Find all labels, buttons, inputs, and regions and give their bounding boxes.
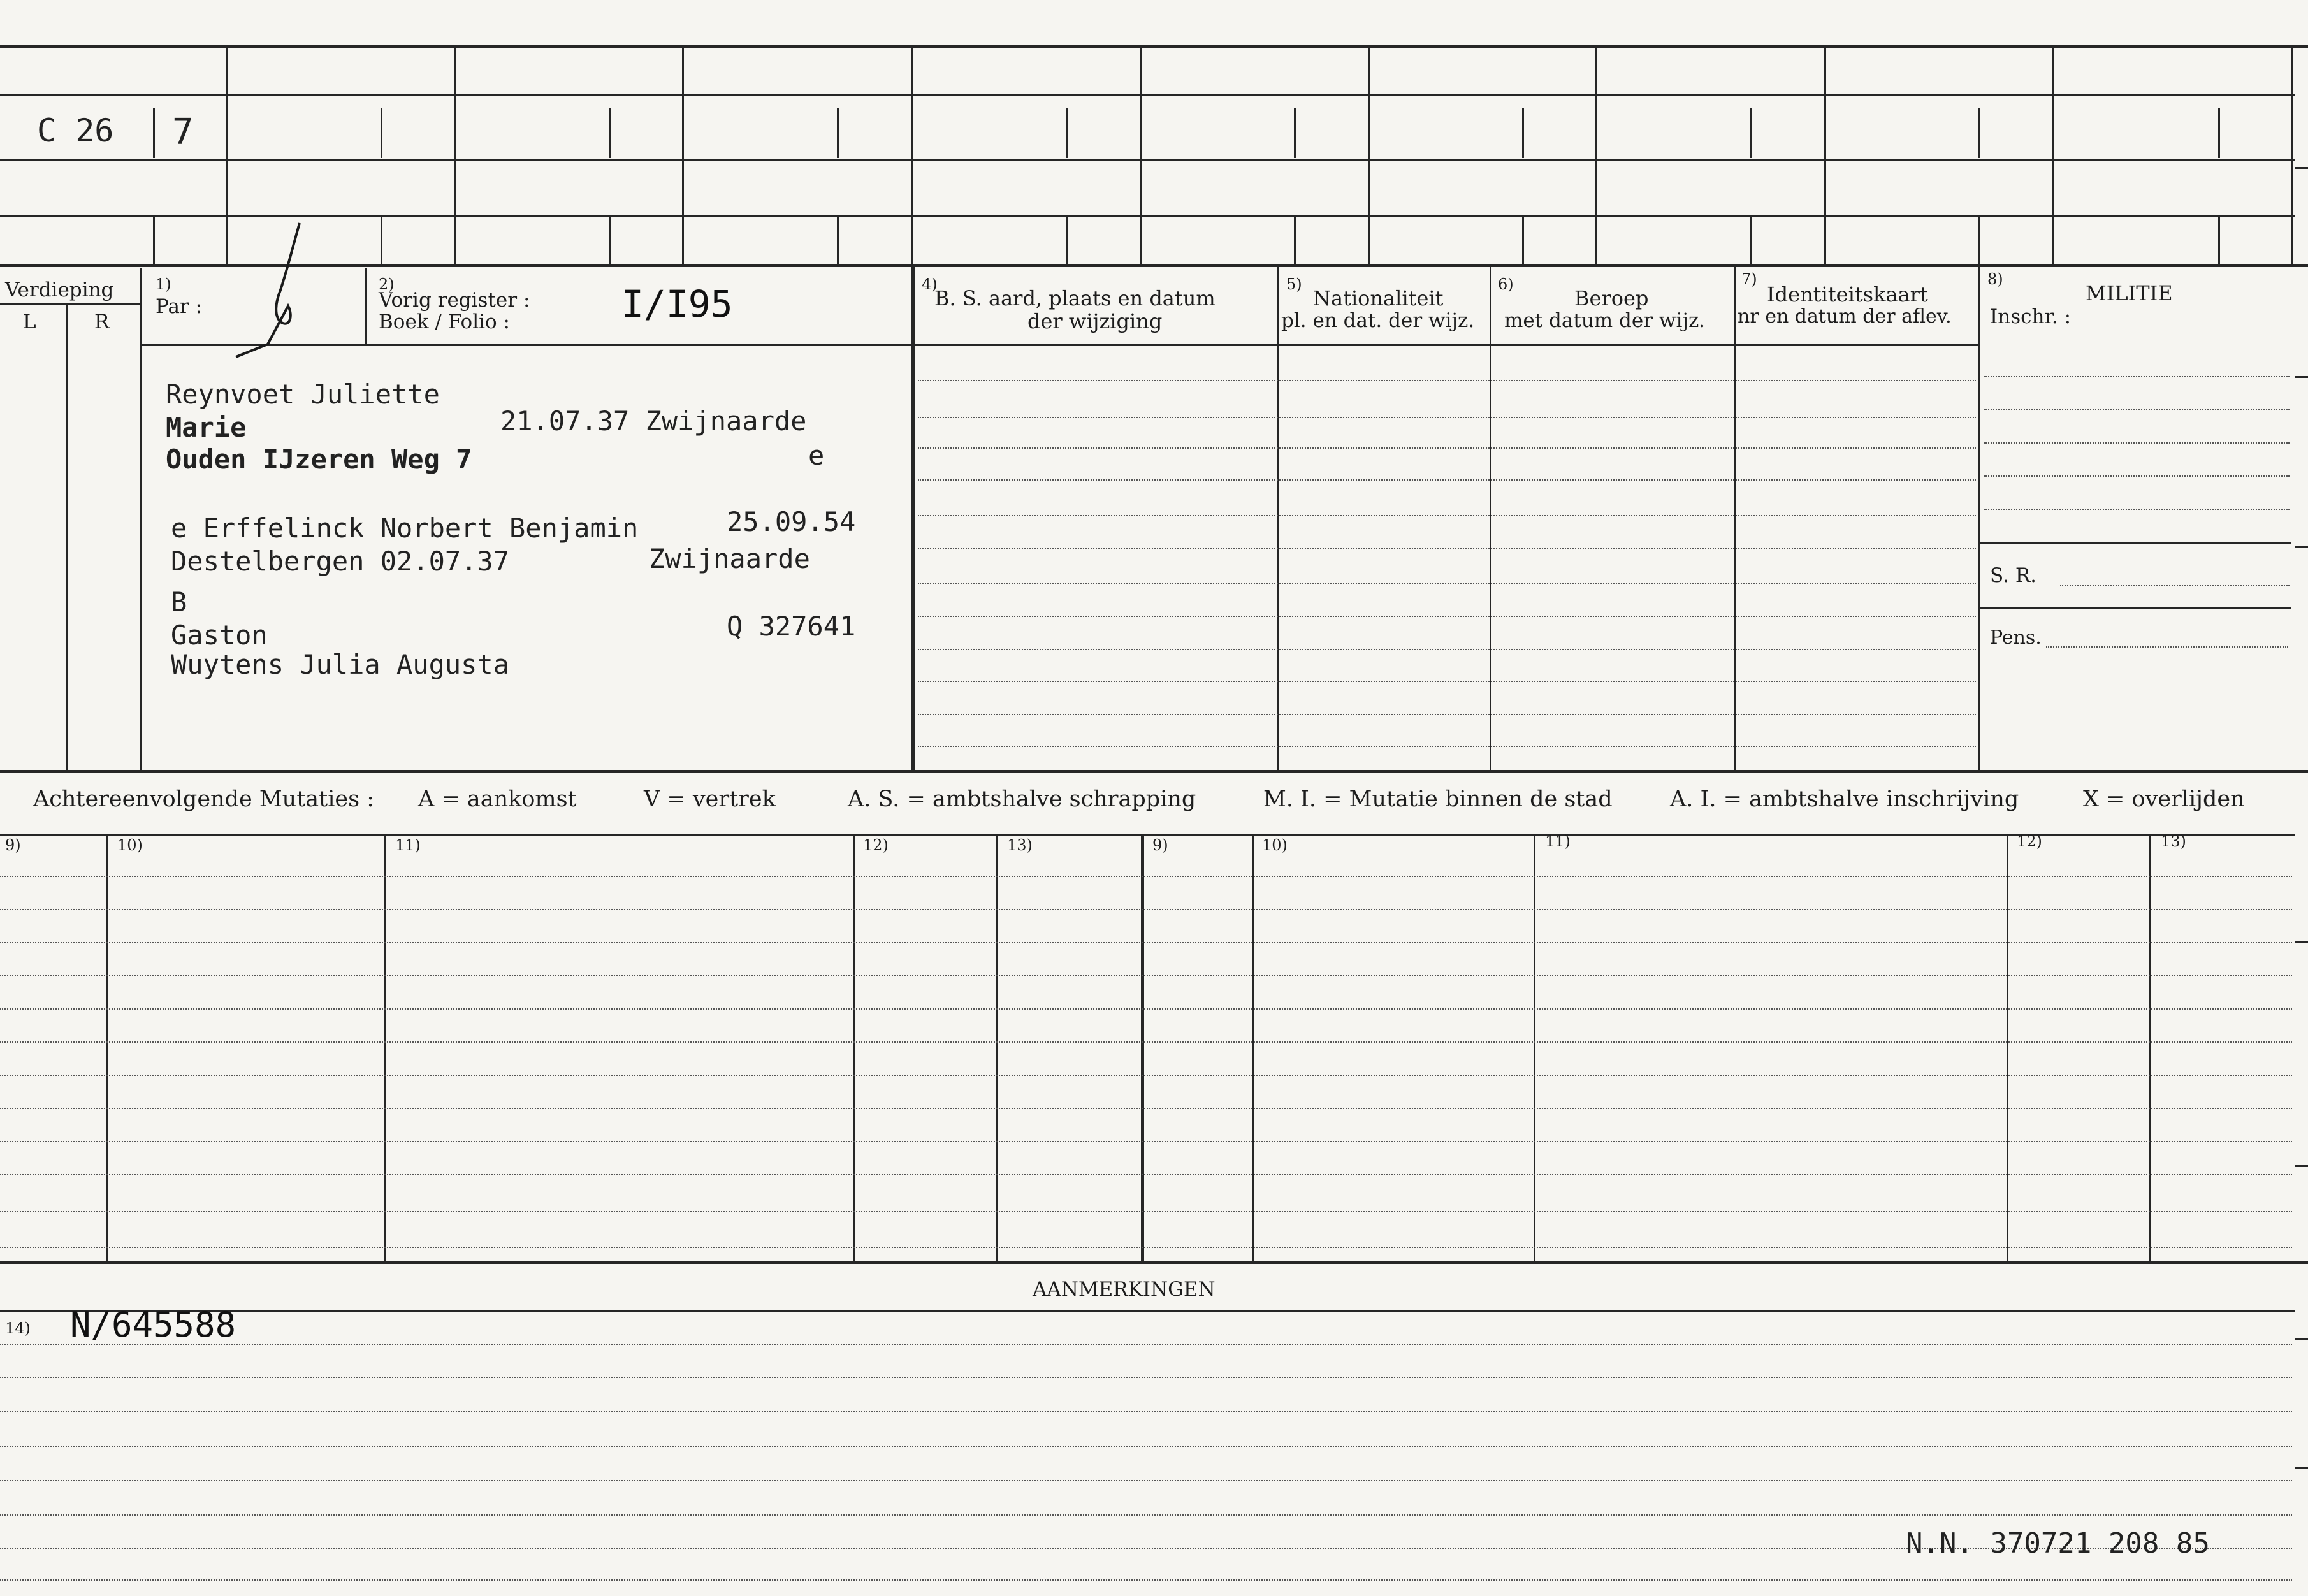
col5-title-2: pl. en dat. der wijz.: [1281, 309, 1475, 332]
vorig-register-label: Vorig register :: [379, 289, 530, 312]
col-13-left: 13): [1007, 836, 1033, 854]
marriage-date: 25.09.54: [727, 506, 856, 537]
col-10-right: 10): [1262, 836, 1288, 854]
register-code: C 26: [37, 112, 114, 149]
legend-inschrijving: A. I. = ambtshalve inschrijving: [1670, 787, 2019, 812]
col6-number: 6): [1498, 275, 1514, 293]
spouse-birth: Destelbergen 02.07.37: [171, 546, 510, 577]
col5-title-1: Nationaliteit: [1313, 286, 1444, 310]
national-number: N.N. 370721 208 85: [1906, 1527, 2210, 1560]
father-name: Gaston: [171, 620, 268, 651]
pen-stroke-mark: [229, 220, 325, 360]
address: Ouden IJzeren Weg 7: [166, 444, 472, 475]
verdieping-r: R: [94, 310, 110, 333]
col-12-left: 12): [863, 836, 889, 854]
aanmerkingen-number: 14): [5, 1319, 31, 1337]
col-9-left: 9): [5, 836, 21, 854]
col-9-right: 9): [1152, 836, 1168, 854]
person-name-line1: Reynvoet Juliette: [166, 379, 440, 410]
col4-number: 4): [922, 275, 938, 293]
col8-number: 8): [1987, 270, 2003, 288]
col7-title-1: Identiteitskaart: [1767, 282, 1928, 307]
boek-folio-label: Boek / Folio :: [379, 310, 510, 333]
legend-mutatie-stad: M. I. = Mutatie binnen de stad: [1263, 787, 1613, 812]
mother-name: Wuytens Julia Augusta: [171, 649, 510, 680]
col-12-right: 12): [2017, 832, 2042, 850]
id-card-number: Q 327641: [727, 611, 856, 642]
col-11-left: 11): [395, 836, 421, 854]
marriage-place: Zwijnaarde: [649, 543, 810, 574]
col6-title-2: met datum der wijz.: [1504, 309, 1706, 332]
col7-number: 7): [1741, 270, 1757, 288]
col-11-right: 11): [1545, 832, 1571, 850]
marker-e: e: [808, 440, 825, 471]
spouse-name: e Erffelinck Norbert Benjamin: [171, 512, 639, 544]
inschr-label: Inschr. :: [1990, 305, 2072, 328]
col5-number: 5): [1286, 275, 1302, 293]
vorig-number: 2): [379, 275, 395, 293]
verdieping-label: Verdieping: [5, 279, 114, 301]
legend-overlijden: X = overlijden: [2083, 787, 2245, 812]
person-name-line2: Marie: [166, 412, 247, 443]
col-10-left: 10): [117, 836, 143, 854]
marker-b: B: [171, 586, 187, 618]
aanmerkingen-title: AANMERKINGEN: [1033, 1278, 1216, 1301]
verdieping-l: L: [23, 310, 36, 333]
par-number: 1): [156, 275, 171, 293]
par-label: Par :: [156, 295, 203, 318]
pens-label: Pens.: [1990, 627, 2042, 649]
col6-title-1: Beroep: [1574, 286, 1649, 310]
birth-date-place: 21.07.37 Zwijnaarde: [500, 405, 807, 437]
mutaties-title: Achtereenvolgende Mutaties :: [33, 787, 374, 812]
col4-title-1: B. S. aard, plaats en datum: [934, 286, 1216, 310]
aanmerkingen-value: N/645588: [70, 1305, 236, 1345]
legend-vertrek: V = vertrek: [644, 787, 776, 812]
militie-title: MILITIE: [2086, 281, 2173, 305]
sr-label: S. R.: [1990, 564, 2037, 587]
col4-title-2: der wijziging: [1027, 309, 1163, 333]
col-13-right: 13): [2161, 832, 2186, 850]
register-value: I/I95: [621, 282, 733, 326]
register-cell: 7: [172, 112, 194, 153]
legend-schrapping: A. S. = ambtshalve schrapping: [848, 787, 1196, 812]
legend-aankomst: A = aankomst: [418, 787, 577, 812]
col7-title-2: nr en datum der aflev.: [1738, 305, 1952, 328]
